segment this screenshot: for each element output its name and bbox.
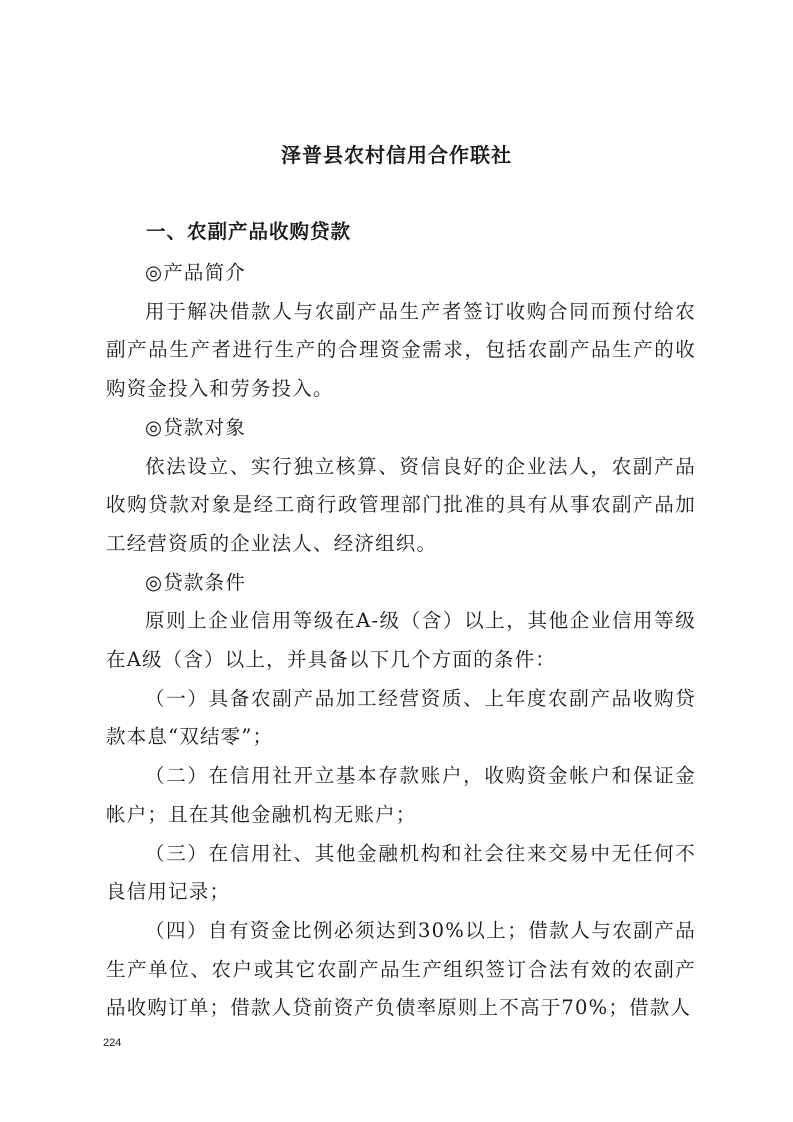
subheading-product-intro: ◎产品简介 [145,261,247,284]
document-title: 泽普县农村信用合作联社 [281,143,512,167]
page-number: 224 [103,1037,122,1049]
paragraph: 依法设立、实行独立核算、资信良好的企业法人，农副产品收购贷款对象是经工商行政管理部门批准的具有从事农副产品加工经营资质的企业法人、经济组织。 [106,454,696,555]
condition-item-3: （三）在信用社、其他金融机构和社会往来交易中无任何不良信用记录； [106,841,696,904]
subheading-loan-conditions: ◎贷款条件 [145,570,247,594]
paragraph: 原则上企业信用等级在A-级（含）以上，其他企业信用等级在A级（含）以上，并具备以下几个方面的条件： [106,609,696,672]
condition-item-4: （四）自有资金比例必须达到30%以上；借款人与农副产品生产单位、农户或其它农副产品生产组织签订合法有效的农副产品收购订单；借款人贷前资产负债率原则上不高于70%；借款人 [106,918,696,1020]
body-text [106,254,696,1028]
paragraph: 用于解决借款人与农副产品生产者签订收购合同而预付给农副产品生产者进行生产的合理资金需求，包括农副产品生产的收购资金投入和劳务投入。 [106,299,696,401]
condition-item-1: （一）具备农副产品加工经营资质、上年度农副产品收购贷款本息“双结零”； [106,686,696,749]
subheading-loan-target: ◎贷款对象 [145,415,247,439]
section-heading: 一、农副产品收购贷款 [146,220,352,243]
condition-item-2: （二）在信用社开立基本存款账户，收购资金帐户和保证金帐户；且在其他金融机构无账户； [106,764,696,826]
